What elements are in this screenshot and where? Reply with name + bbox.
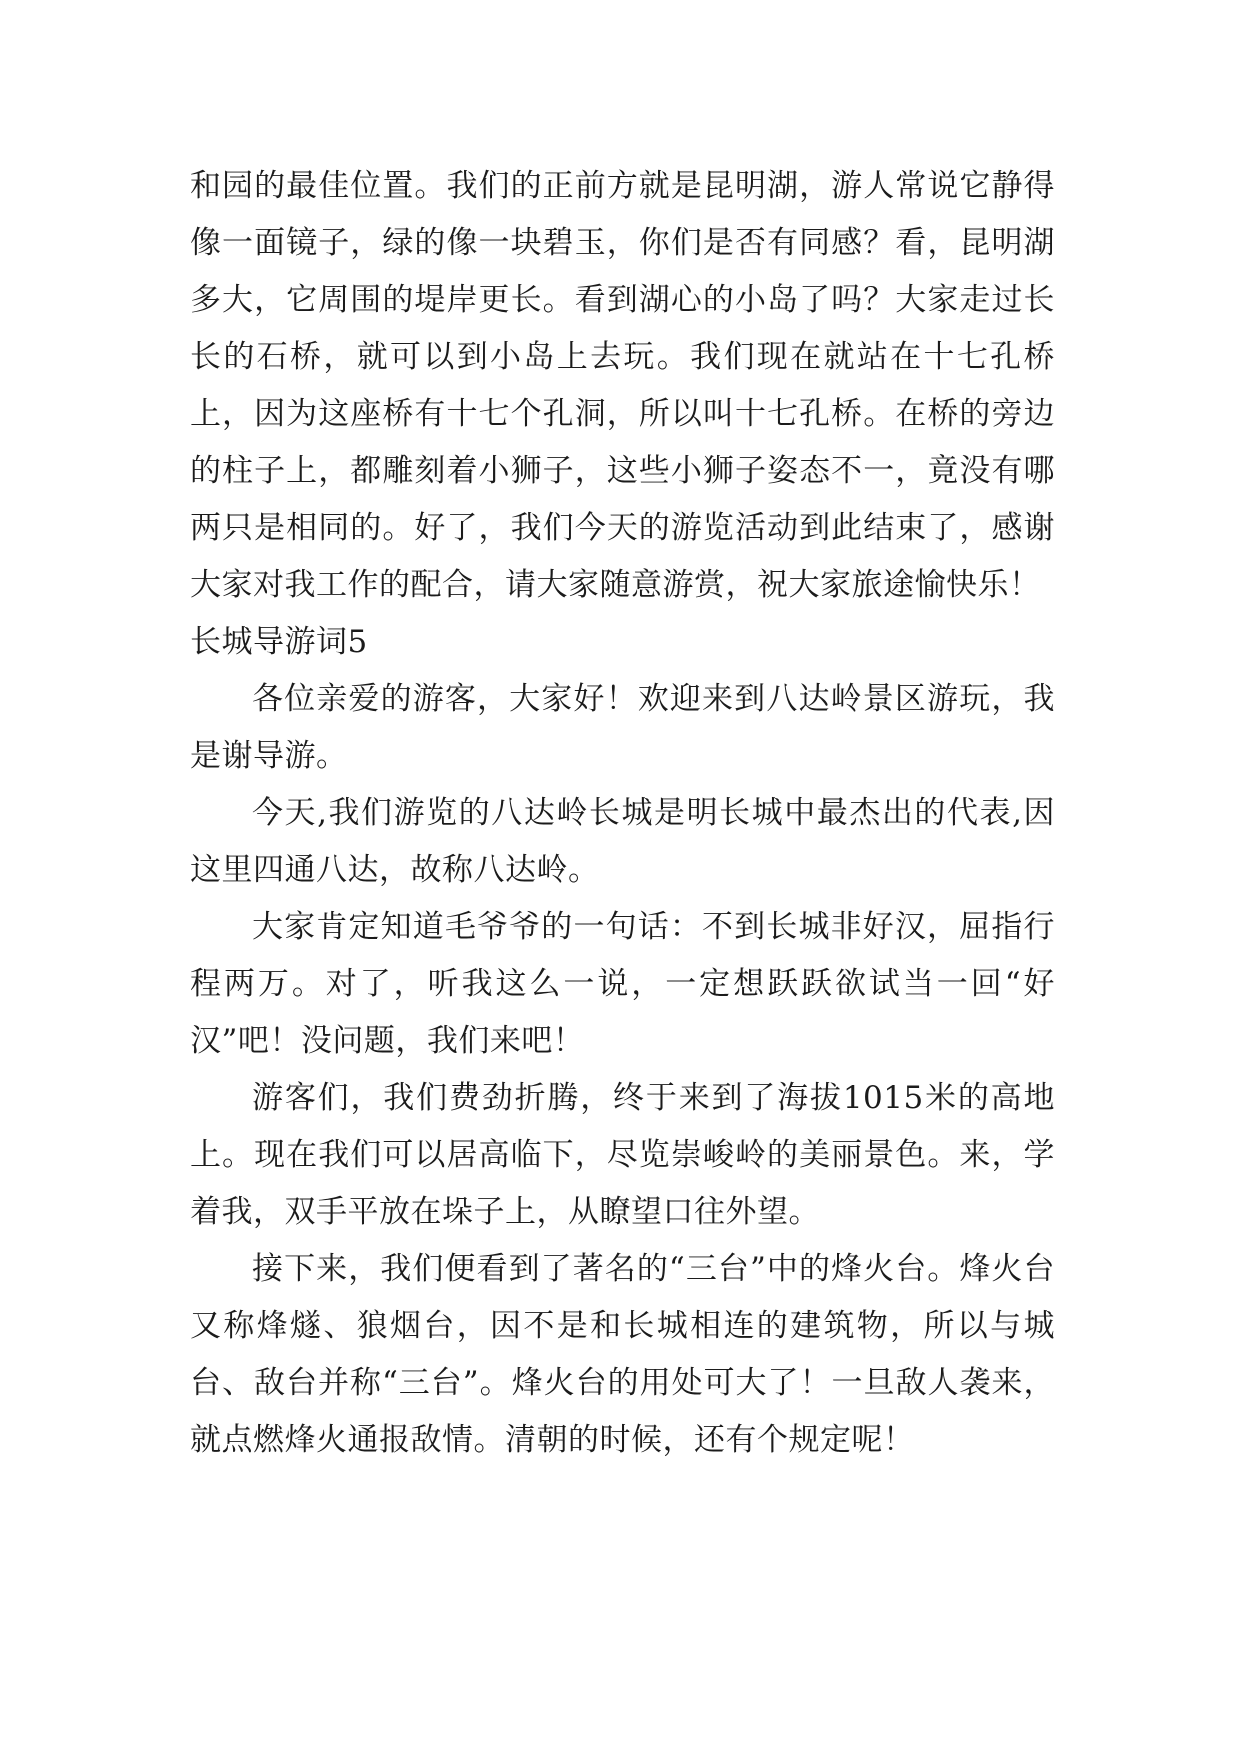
paragraph-beacon-tower: 接下来，我们便看到了著名的“三台”中的烽火台。烽火台又称烽燧、狼烟台，因不是和长城相连的建筑物，所以与城台、敌台并称“三台”。烽火台的用处可大了！一旦敌人袭来，就点燃烽火通报敌情。清朝的时候，还有个规定呢！ (190, 1251, 1055, 1458)
paragraph-badaling-intro: 今天,我们游览的八达岭长城是明长城中最杰出的代表,因这里四通八达，故称八达岭。 (190, 795, 1055, 888)
paragraph-haohan-quote: 大家肯定知道毛爷爷的一句话：不到长城非好汉，屈指行程两万。对了，听我这么一说，一定想跃跃欲试当一回“好汉”吧！没问题，我们来吧！ (190, 909, 1055, 1059)
paragraph-altitude: 游客们，我们费劲折腾，终于来到了海拔1015米的高地上。现在我们可以居高临下，尽览崇峻岭的美丽景色。来，学着我，双手平放在垛子上，从瞭望口往外望。 (190, 1080, 1055, 1230)
paragraph-greeting: 各位亲爱的游客，大家好！欢迎来到八达岭景区游玩，我是谢导游。 (190, 681, 1055, 774)
section-title: 长城导游词5 (190, 624, 368, 660)
document-body (190, 158, 1055, 1469)
continued-paragraph: 和园的最佳位置。我们的正前方就是昆明湖，游人常说它静得像一面镜子，绿的像一块碧玉，你们是否有同感？看，昆明湖多大，它周围的堤岸更长。看到湖心的小岛了吗？大家走过长长的石桥，就可以到小岛上去玩。我们现在就站在十七孔桥上，因为这座桥有十七个孔洞，所以叫十七孔桥。在桥的旁边的柱子上，都雕刻着小狮子，这些小狮子姿态不一，竟没有哪两只是相同的。好了，我们今天的游览活动到此结束了，感谢大家对我工作的配合，请大家随意游赏，祝大家旅途愉快乐！ (190, 168, 1055, 603)
